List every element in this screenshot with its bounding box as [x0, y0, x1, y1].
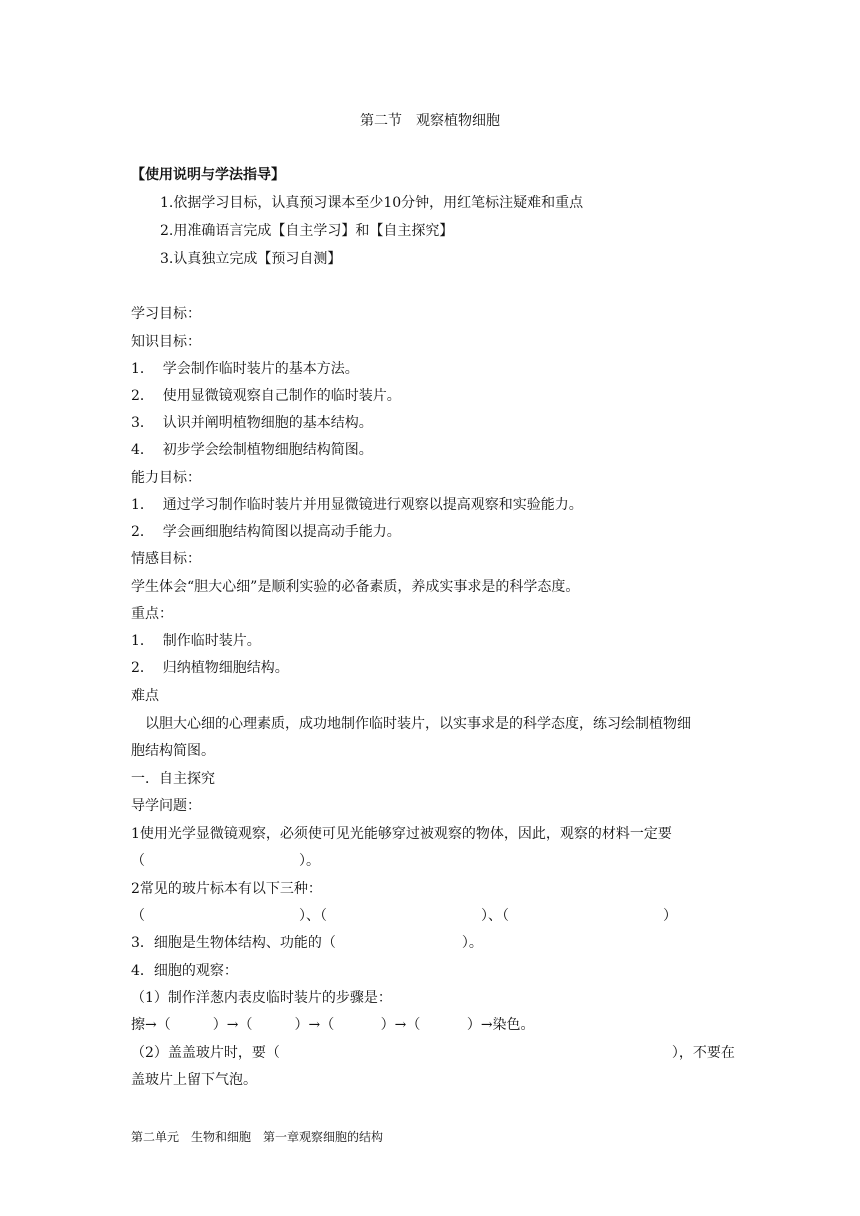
knowledge-item-2: 2． 使用显微镜观察自己制作的临时装片。 [131, 388, 401, 404]
difficulties-line-1: 以胆大心细的心理素质，成功地制作临时装片，以实事求是的科学态度，练习绘制植物细 [145, 716, 691, 732]
question-1-line-1: 1使用光学显微镜观察，必须使可见光能够穿过被观察的物体，因此，观察的材料一定要 [131, 826, 672, 842]
guide-item-3: 3.认真独立完成【预习自测】 [160, 251, 342, 267]
guide-item-1: 1.依据学习目标，认真预习课本至少10分钟，用红笔标注疑难和重点 [160, 195, 584, 211]
knowledge-item-3: 3． 认识并阐明植物细胞的基本结构。 [131, 415, 373, 431]
difficulties-line-2: 胞结构简图。 [131, 743, 215, 759]
question-4-steps: 擦→（ ）→（ ）→（ ）→（ ）→染色。 [131, 1017, 535, 1033]
ability-heading: 能力目标： [131, 470, 201, 486]
knowledge-item-1: 1． 学会制作临时装片的基本方法。 [131, 361, 359, 377]
question-2-line-1: 2常见的玻片标本有以下三种： [131, 881, 322, 897]
difficulties-heading: 难点 [131, 688, 159, 704]
knowledge-heading: 知识目标： [131, 334, 201, 350]
emotion-text: 学生体会“胆大心细”是顺利实验的必备素质，养成实事求是的科学态度。 [131, 579, 580, 595]
question-4-2-line-1: （2）盖盖玻片时，要（ ），不要在 [131, 1045, 735, 1061]
key-points-heading: 重点： [131, 606, 173, 622]
ability-item-2: 2． 学会画细胞结构简图以提高动手能力。 [131, 524, 401, 540]
knowledge-item-4: 4． 初步学会绘制植物细胞结构简图。 [131, 442, 373, 458]
question-3: 3．细胞是生物体结构、功能的（ ）。 [131, 935, 483, 951]
inquiry-heading: 一．自主探究 [131, 771, 215, 787]
question-4-2-line-2: 盖玻片上留下气泡。 [131, 1072, 257, 1088]
key-point-2: 2． 归纳植物细胞结构。 [131, 660, 289, 676]
ability-item-1: 1． 通过学习制作临时装片并用显微镜进行观察以提高观察和实验能力。 [131, 497, 583, 513]
objectives-heading: 学习目标： [131, 306, 201, 322]
page-footer: 第二单元 生物和细胞 第一章观察细胞的结构 [131, 1130, 384, 1144]
question-1-line-2: （ ）。 [131, 853, 320, 869]
key-point-1: 1． 制作临时装片。 [131, 633, 261, 649]
inquiry-subheading: 导学问题： [131, 798, 201, 814]
question-2-line-2: （ ）、（ ）、（ ） [131, 908, 677, 924]
question-4-1: （1）制作洋葱内表皮临时装片的步骤是： [131, 990, 392, 1006]
guide-item-2: 2.用准确语言完成【自主学习】和【自主探究】 [160, 223, 454, 239]
emotion-heading: 情感目标： [131, 551, 201, 567]
page-title: 第二节 观察植物细胞 [360, 113, 500, 129]
guide-heading: 【使用说明与学法指导】 [131, 167, 285, 183]
question-4: 4．细胞的观察： [131, 963, 238, 979]
